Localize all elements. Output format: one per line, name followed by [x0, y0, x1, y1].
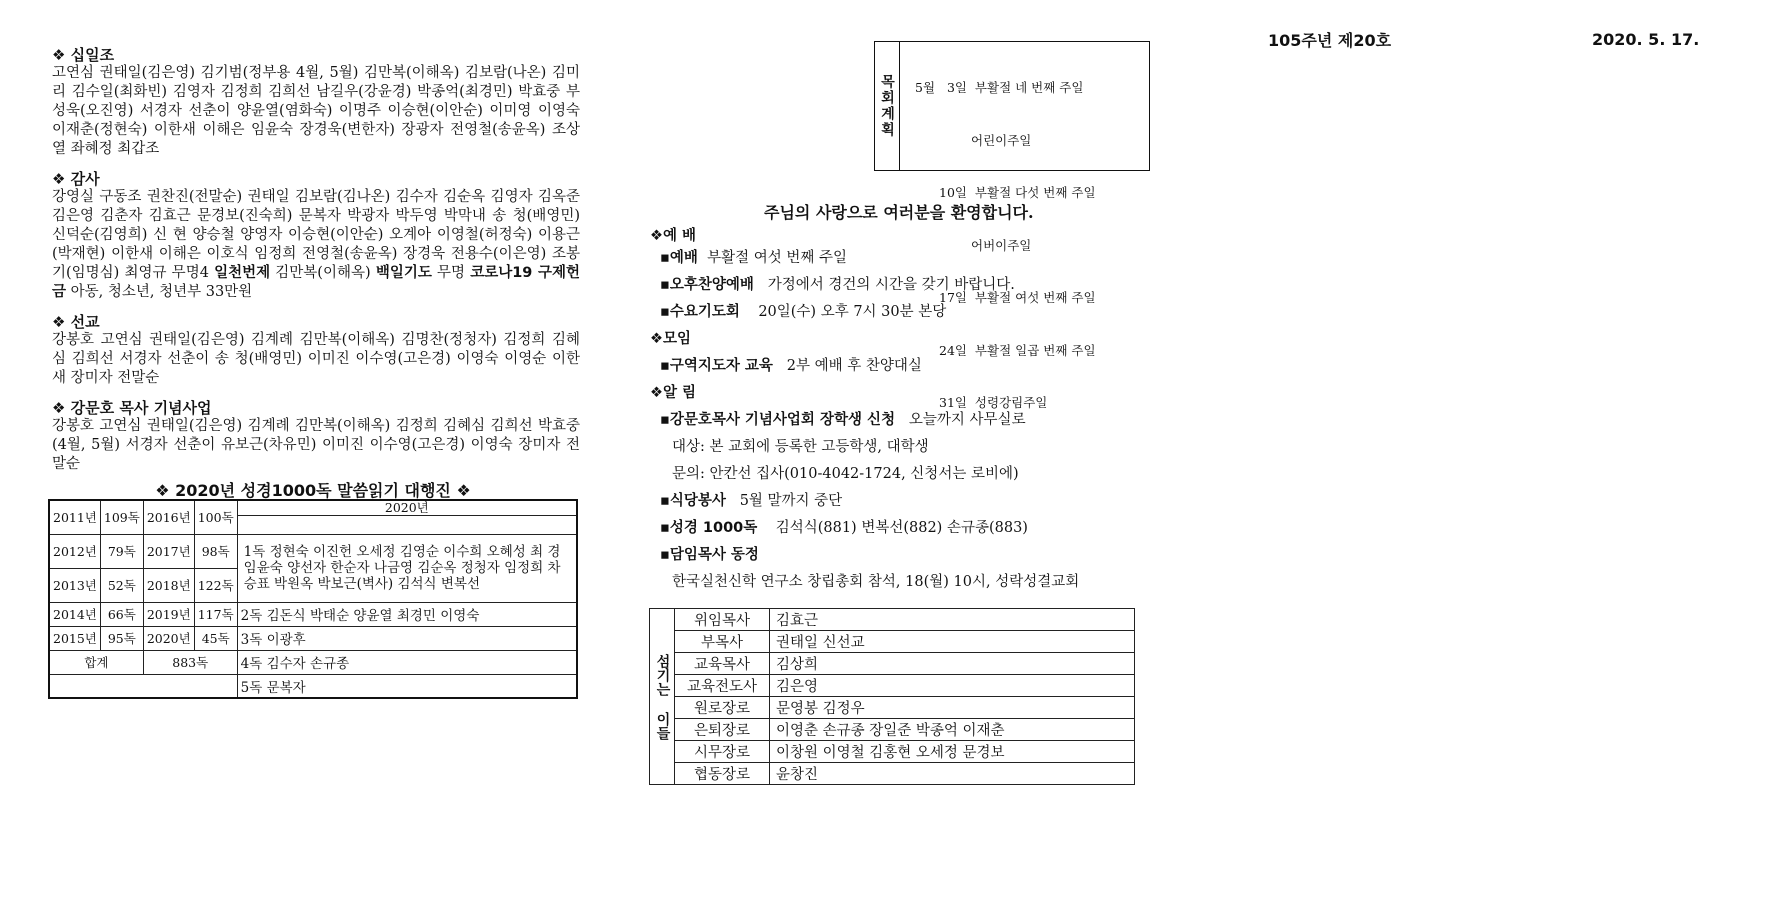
thanks-category: 코로나19 구제헌금 [52, 265, 581, 300]
count-cell: 95독 [100, 626, 143, 650]
staff-role: 협동장로 [675, 763, 770, 785]
year-cell: 2020년 [143, 626, 194, 650]
item-text: 부활절 여섯 번째 주일 [707, 250, 847, 266]
count-cell: 122독 [194, 568, 237, 602]
table-row [650, 675, 1135, 697]
staff-role: 교육전도사 [675, 675, 770, 697]
table-row [49, 602, 577, 626]
plan-side-text: 목회계획 [879, 74, 895, 138]
plan-line: 어버이주일 [971, 237, 1032, 253]
staff-role: 교육목사 [675, 653, 770, 675]
section-thanks [52, 170, 580, 302]
year-cell: 2017년 [143, 534, 194, 568]
table-row [650, 697, 1135, 719]
notice-item [650, 544, 1170, 566]
item-label: ▪담임목사 동정 [660, 547, 759, 563]
item-label: ▪수요기도회 [660, 304, 740, 320]
reading-table [48, 499, 578, 699]
section-title: ❖ 강문호 목사 기념사업 [52, 399, 212, 417]
readers-3: 3독 이광후 [237, 626, 577, 650]
year-cell: 2011년 [49, 500, 100, 534]
staff-role: 위임목사 [675, 609, 770, 631]
staff-table [649, 608, 1135, 785]
table-row [650, 741, 1135, 763]
staff-names: 권태일 신선교 [770, 631, 1135, 653]
item-text: 20일(수) 오후 7시 30분 본당 [758, 304, 947, 320]
plan-line: 5월 3일 부활절 네 번째 주일 [915, 80, 1084, 95]
year-2020-header [237, 500, 577, 534]
section-tithe [52, 46, 580, 159]
thanks-names: 무명 [431, 265, 471, 281]
worship-item [650, 301, 1170, 323]
item-label: ▪성경 1000독 [660, 520, 758, 536]
staff-role: 원로장로 [675, 697, 770, 719]
table-row [650, 653, 1135, 675]
thanks-category: 백일기도 [375, 265, 432, 281]
plan-line: 24일 부활절 일곱 번째 주일 [939, 342, 1096, 358]
table-row [650, 631, 1135, 653]
count-cell: 79독 [100, 534, 143, 568]
year-cell: 2018년 [143, 568, 194, 602]
item-text: 오늘까지 사무실로 [908, 412, 1026, 428]
thanks-names: 김만복(이해옥) [270, 265, 376, 281]
staff-side-text: 섬기는 이들 [654, 653, 671, 740]
notice-item [650, 409, 1170, 431]
item-label: ▪구역지도자 교육 [660, 358, 773, 374]
staff-names: 이영춘 손규종 장일준 박종억 이재춘 [770, 719, 1135, 741]
meeting-item [650, 355, 1170, 377]
count-cell: 98독 [194, 534, 237, 568]
readers-1: 1독 정현숙 이진헌 오세정 김영순 이수희 오혜성 최 경 임윤숙 양선자 한순자 나금영 김순옥 정청자 임정희 차승표 박원옥 박보근(벽사) 김석식 변복선 [237, 534, 577, 602]
plan-line: 17일 부활절 여섯 번째 주일 [939, 290, 1096, 305]
item-text: 2부 예배 후 찬양대실 [786, 358, 922, 374]
notice-item [650, 517, 1170, 539]
notice-heading: ❖알 림 [650, 385, 697, 401]
count-cell: 100독 [194, 500, 237, 534]
total-label: 합계 [49, 650, 143, 674]
staff-names: 이창원 이영철 김홍현 오세정 문경보 [770, 741, 1135, 763]
count-cell: 45독 [194, 626, 237, 650]
staff-names: 김상희 [770, 653, 1135, 675]
section-mission [52, 313, 580, 388]
section-body: 강봉호 고연심 권태일(김은영) 김계례 김만복(이해옥) 김정희 김혜심 김희선 박효중(4월, 5월) 서경자 선춘이 유보근(차유민) 이미진 이수영(고은경) 이영숙 장미자 전말순 [52, 418, 580, 472]
item-label: ▪오후찬양예배 [660, 277, 754, 293]
notice-detail: 문의: 안칸선 집사(010-4042-1724, 신청서는 로비에) [672, 466, 1019, 482]
section-body [52, 188, 580, 302]
announcements [650, 225, 1170, 593]
year-cell: 2016년 [143, 500, 194, 534]
year-cell: 2014년 [49, 602, 100, 626]
worship-heading: ❖예 배 [650, 228, 697, 244]
notice-detail: 한국실천신학 연구소 창립총회 참석, 18(월) 10시, 성락성결교회 [672, 574, 1080, 590]
item-text: 5월 말까지 중단 [739, 493, 843, 509]
year-cell: 2012년 [49, 534, 100, 568]
section-body: 고연심 권태일(김은영) 김기범(정부용 4월, 5월) 김만복(이해옥) 김보람(나온) 김미리 김수일(최화빈) 김영자 김정희 김희선 남길우(강윤경) 박종억(최경민) 박효중 부성욱(오진영) 서경자 선춘이 양윤열(염화숙) 이명주 이승현(이안순) 이미영 이영숙 이재춘(정현숙) 이한새 이해은 임윤숙 장경욱(변한자) 장광자 전영철(송윤옥) 조상열 좌혜정 최갑조 [52, 65, 580, 157]
reading-title: ❖ 2020년 성경1000독 말씀읽기 대행진 ❖ [155, 481, 471, 500]
section-title: ❖ 감사 [52, 170, 100, 188]
table-row [49, 500, 577, 534]
year-head-label: 2020년 [238, 501, 576, 516]
plan-line: 10일 부활절 다섯 번째 주일 [939, 185, 1096, 200]
item-label: ▪식당봉사 [660, 493, 726, 509]
item-label: ▪예배 [660, 250, 698, 266]
year-cell: 2015년 [49, 626, 100, 650]
section-body: 강봉호 고연심 권태일(김은영) 김계례 김만복(이해옥) 김명찬(정청자) 김정희 김혜심 김희선 서경자 선춘이 송 청(배영민) 이미진 이수영(고은경) 이영숙 이영순 이한새 장미자 전말순 [52, 332, 580, 386]
item-label: ▪강문호목사 기념사업회 장학생 신청 [660, 412, 896, 428]
plan-side-label [875, 42, 900, 170]
staff-names: 문영봉 김정우 [770, 697, 1135, 719]
section-title: ❖ 십일조 [52, 46, 115, 64]
count-cell: 109독 [100, 500, 143, 534]
table-row [49, 534, 577, 568]
item-text: 가정에서 경건의 시간을 갖기 바랍니다. [767, 277, 1015, 293]
table-row [650, 719, 1135, 741]
worship-item [650, 274, 1170, 296]
count-cell: 117독 [194, 602, 237, 626]
plan-line: 31일 성령강림주일 [939, 395, 1048, 410]
issue-number: 105주년 제20호 [1268, 31, 1392, 50]
staff-names: 윤창진 [770, 763, 1135, 785]
table-row [49, 674, 577, 698]
table-row [49, 626, 577, 650]
staff-side-label [650, 609, 675, 785]
notice-detail: 대상: 본 교회에 등록한 고등학생, 대학생 [672, 439, 929, 455]
readers-4: 4독 김수자 손규종 [237, 650, 577, 674]
notice-item [650, 490, 1170, 512]
staff-names: 김은영 [770, 675, 1135, 697]
staff-names: 김효근 [770, 609, 1135, 631]
total-value: 883독 [143, 650, 237, 674]
thanks-names: 아동, 청소년, 청년부 33만원 [66, 284, 253, 300]
staff-role: 시무장로 [675, 741, 770, 763]
table-row [49, 650, 577, 674]
plan-line: 어린이주일 [971, 132, 1032, 148]
thanks-category: 일천번제 [214, 265, 271, 281]
staff-role: 은퇴장로 [675, 719, 770, 741]
readers-2: 2독 김돈식 박태순 양윤열 최경민 이영숙 [237, 602, 577, 626]
bulletin-date: 2020. 5. 17. [1592, 30, 1700, 49]
welcome-text: 주님의 사랑으로 여러분을 환영합니다. [764, 203, 1034, 222]
empty-cell [49, 674, 237, 698]
worship-item [650, 247, 1170, 269]
table-row [650, 609, 1135, 631]
count-cell: 52독 [100, 568, 143, 602]
section-memorial [52, 399, 580, 474]
meeting-heading: ❖모임 [650, 331, 692, 347]
staff-role: 부목사 [675, 631, 770, 653]
readers-5: 5독 문복자 [237, 674, 577, 698]
count-cell: 66독 [100, 602, 143, 626]
thanks-names: 강영실 구동조 권찬진(전말순) 권태일 김보람(김나온) 김수자 김순옥 김영자 김옥준 김은영 김춘자 김효근 문경보(진숙희) 문복자 박광자 박두영 박막내 송 청(배영민) 신덕순(김영희) 신 현 양승철 양영자 이승현(이안순) 오계아 이영철(허정숙) 이용근(박재현) 이한새 이해은 이호식 임정희 전영철(송윤옥) 장경욱 전용수(이은영) 조봉기(임명심) 최영규 무명4 [52, 189, 580, 281]
year-cell: 2013년 [49, 568, 100, 602]
table-row [650, 763, 1135, 785]
item-text: 김석식(881) 변복선(882) 손규종(883) [775, 520, 1028, 536]
offering-sections [52, 46, 580, 474]
year-cell: 2019년 [143, 602, 194, 626]
section-title: ❖ 선교 [52, 313, 100, 331]
